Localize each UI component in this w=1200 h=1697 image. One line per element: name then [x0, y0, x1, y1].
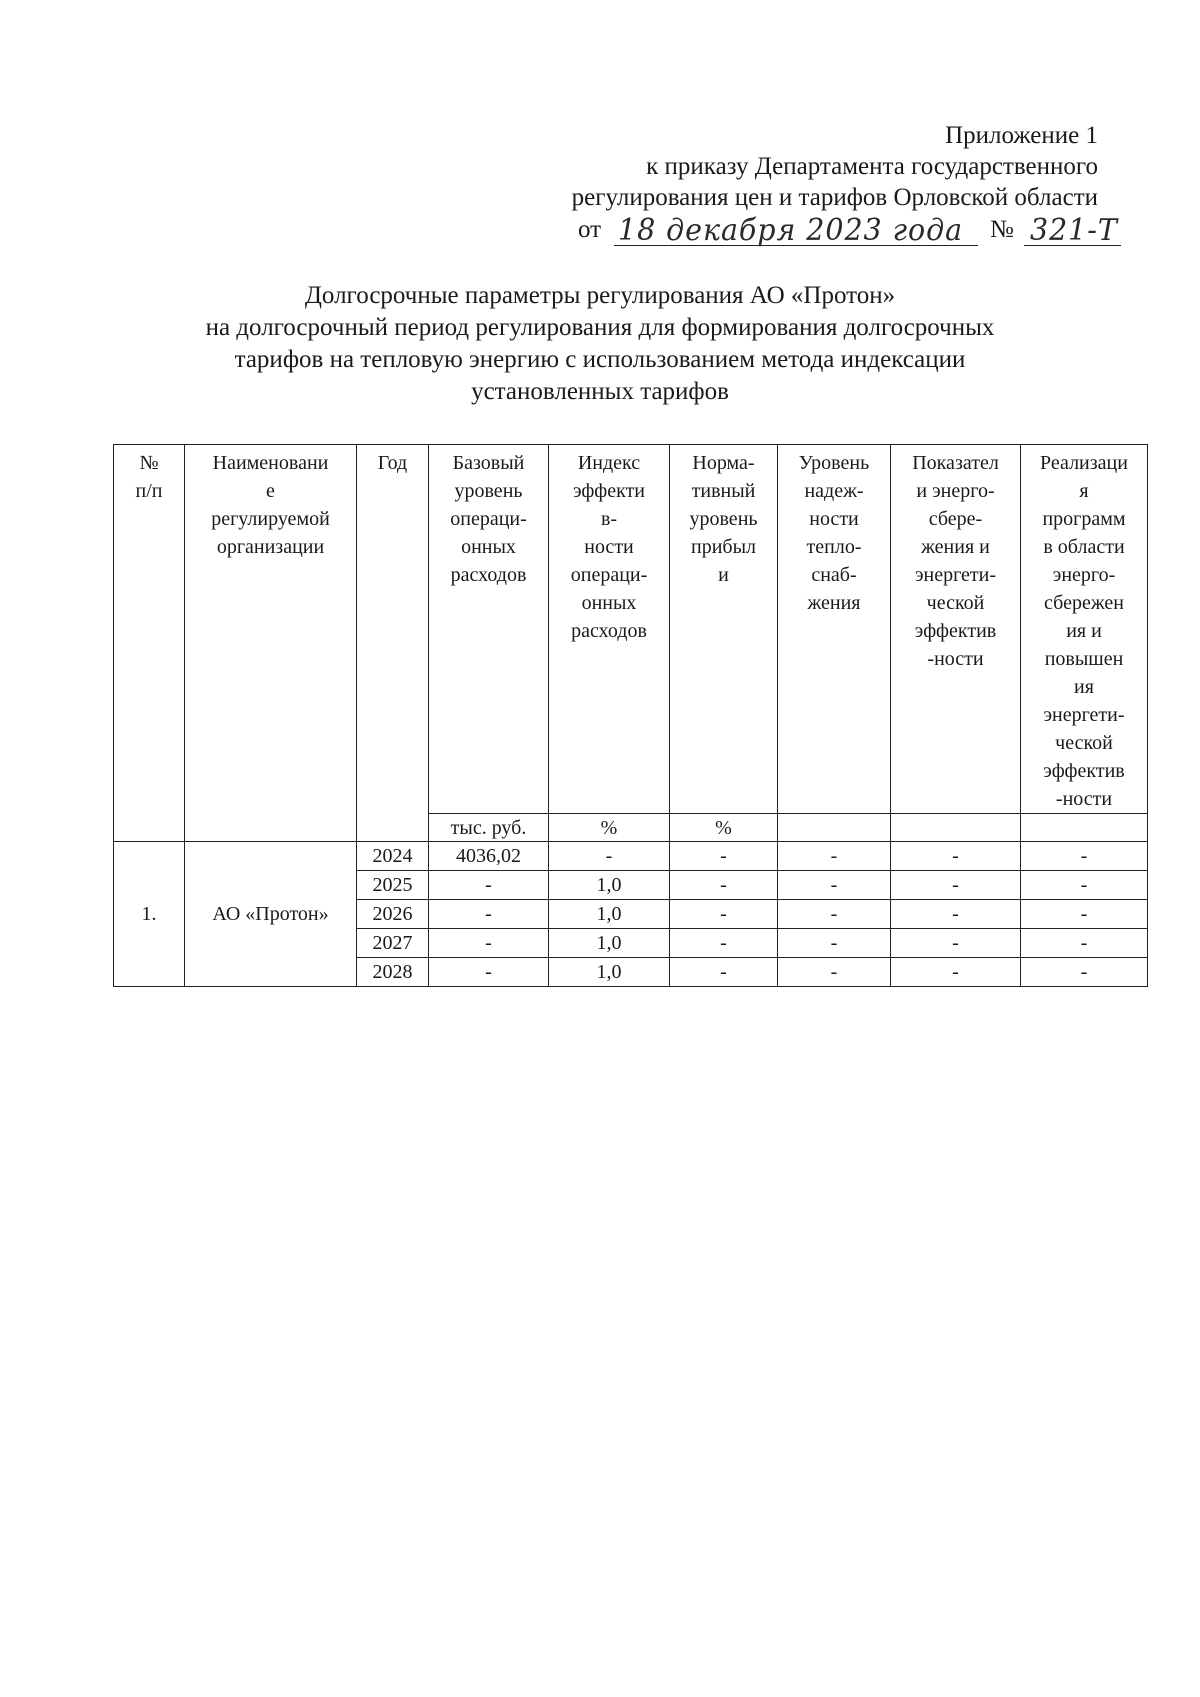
cell-energy-indicators: - — [891, 842, 1021, 871]
header-energy-program: Реализаци я программ в области энерго- сбережен ия и повышен ия энергети- ческой эффектив -ности — [1021, 445, 1148, 814]
date-prefix: от — [578, 216, 602, 243]
cell-efficiency-index: 1,0 — [549, 958, 670, 987]
cell-energy-indicators: - — [891, 871, 1021, 900]
cell-reliability: - — [778, 871, 891, 900]
unit-base-opex: тыс. руб. — [429, 814, 549, 842]
header-profit-level: Норма- тивный уровень прибыл и — [670, 445, 778, 814]
document-title — [100, 280, 1100, 408]
unit-energy-indicators — [891, 814, 1021, 842]
handwritten-date: 18 декабря 2023 года — [618, 213, 964, 248]
cell-year: 2028 — [357, 958, 429, 987]
header-base-opex: Базовый уровень операци- онных расходов — [429, 445, 549, 814]
header-year: Год — [357, 445, 429, 842]
cell-profit-level: - — [670, 871, 778, 900]
header-organization: Наименовани е регулируемой организации — [185, 445, 357, 842]
title-line-2: на долгосрочный период регулирования для формирования долгосрочных — [205, 314, 995, 341]
title-line-4: установленных тарифов — [471, 378, 729, 405]
cell-profit-level: - — [670, 958, 778, 987]
appendix-order-ref: к приказу Департамента государственного — [646, 153, 1098, 180]
cell-year: 2024 — [357, 842, 429, 871]
cell-reliability: - — [778, 842, 891, 871]
cell-efficiency-index: 1,0 — [549, 900, 670, 929]
cell-base-opex: - — [429, 958, 549, 987]
unit-profit-level: % — [670, 814, 778, 842]
cell-profit-level: - — [670, 929, 778, 958]
cell-energy-program: - — [1021, 900, 1148, 929]
unit-energy-program — [1021, 814, 1148, 842]
cell-row-number: 1. — [114, 842, 185, 987]
cell-base-opex: - — [429, 929, 549, 958]
handwritten-number: 321-Т — [1030, 213, 1118, 248]
title-line-1: Долгосрочные параметры регулирования АО «Протон» — [304, 282, 896, 309]
cell-profit-level: - — [670, 842, 778, 871]
cell-efficiency-index: - — [549, 842, 670, 871]
unit-reliability — [778, 814, 891, 842]
header-row-number: № п/п — [114, 445, 185, 842]
cell-reliability: - — [778, 929, 891, 958]
cell-year: 2025 — [357, 871, 429, 900]
cell-year: 2027 — [357, 929, 429, 958]
appendix-department: регулирования цен и тарифов Орловской области — [571, 184, 1098, 211]
cell-energy-program: - — [1021, 842, 1148, 871]
cell-base-opex: - — [429, 900, 549, 929]
cell-base-opex: - — [429, 871, 549, 900]
cell-reliability: - — [778, 900, 891, 929]
table-header-row — [114, 445, 1148, 814]
title-line-3: тарифов на тепловую энергию с использованием метода индексации — [234, 346, 966, 373]
header-efficiency-index: Индекс эффекти в- ности операци- онных расходов — [549, 445, 670, 814]
cell-energy-indicators: - — [891, 929, 1021, 958]
unit-efficiency-index: % — [549, 814, 670, 842]
header-energy-indicators: Показател и энерго- сбере- жения и энергети- ческой эффектив -ности — [891, 445, 1021, 814]
number-prefix: № — [990, 216, 1014, 243]
appendix-header — [572, 120, 1098, 213]
cell-energy-program: - — [1021, 929, 1148, 958]
cell-energy-program: - — [1021, 871, 1148, 900]
header-reliability: Уровень надеж- ности тепло- снаб- жения — [778, 445, 891, 814]
table-row — [114, 842, 1148, 871]
cell-base-opex: 4036,02 — [429, 842, 549, 871]
cell-reliability: - — [778, 958, 891, 987]
cell-efficiency-index: 1,0 — [549, 929, 670, 958]
cell-energy-program: - — [1021, 958, 1148, 987]
appendix-title: Приложение 1 — [945, 122, 1098, 149]
cell-year: 2026 — [357, 900, 429, 929]
cell-energy-indicators: - — [891, 900, 1021, 929]
cell-organization: АО «Протон» — [185, 842, 357, 987]
cell-energy-indicators: - — [891, 958, 1021, 987]
parameters-table — [113, 444, 1148, 987]
cell-profit-level: - — [670, 900, 778, 929]
order-date-number-line — [578, 214, 1121, 250]
cell-efficiency-index: 1,0 — [549, 871, 670, 900]
